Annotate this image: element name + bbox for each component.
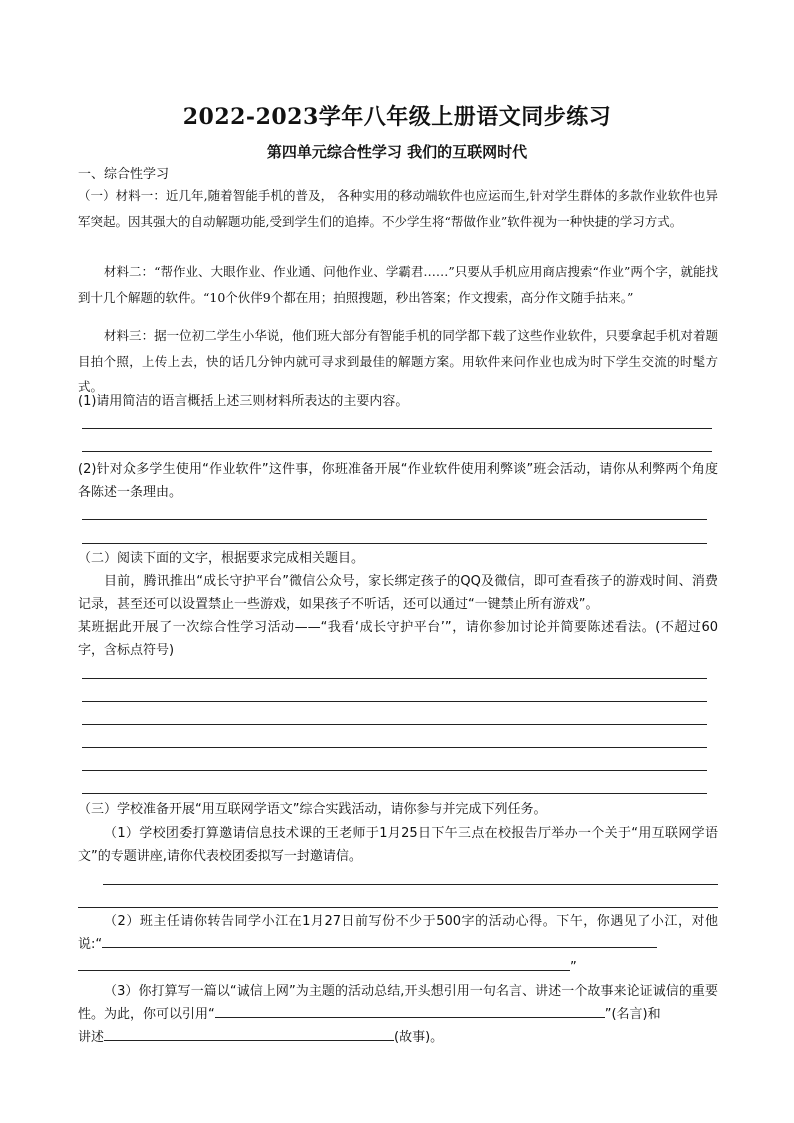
question-2: (2)针对众多学生使用“作业软件”这件事，你班准备开展“作业软件使用利弊谈”班会活动，请你从利弊两个角度各陈述一条理由。 bbox=[78, 462, 718, 500]
answer-blank[interactable] bbox=[102, 933, 657, 948]
answer-line[interactable] bbox=[82, 724, 707, 725]
answer-line[interactable] bbox=[82, 678, 707, 679]
answer-line[interactable] bbox=[82, 747, 707, 748]
task-2-text: （2）班主任请你转告同学小江在1月27日前写份不少于500字的活动心得。下午，你遇见了小江，对他说:“ bbox=[78, 914, 718, 952]
material-two: 材料二：“帮作业、大眼作业、作业通、问他作业、学霸君……”只要从手机应用商店搜索“作业”两个字，就能找到十几个解题的软件。“10个伙伴9个都在用；拍照搜题，秒出答案；作文搜索，高分作文随手拈来。” bbox=[78, 264, 718, 305]
part2-question: 某班据此开展了一次综合性学习活动——“我看‘成长守护平台’”，请你参加讨论并简要陈述看法。(不超过60字，含标点符号) bbox=[78, 620, 718, 658]
answer-line[interactable] bbox=[103, 884, 718, 885]
task-2-close-quote: ” bbox=[570, 960, 577, 975]
task-3-story-prefix: 讲述 bbox=[78, 1030, 105, 1045]
task-3-text: （3）你打算写一篇以“诚信上网”为主题的活动总结,开头想引用一句名言、讲述一个故事来论证诚信的重要性。为此，你可以引用“ bbox=[78, 984, 718, 1022]
answer-line[interactable] bbox=[82, 428, 712, 429]
answer-line[interactable] bbox=[78, 907, 718, 908]
answer-blank[interactable] bbox=[78, 956, 570, 971]
part3-intro: （三）学校准备开展“用互联网学语文”综合实践活动，请你参与并完成下列任务。 bbox=[78, 802, 547, 817]
story-blank[interactable] bbox=[104, 1026, 394, 1041]
part2-passage: 目前，腾讯推出“成长守护平台”微信公众号，家长绑定孩子的QQ及微信，即可查看孩子的游戏时间、消费记录，甚至还可以设置禁止一些游戏，如果孩子不听话，还可以通过“一键禁止所有游戏”。 bbox=[78, 574, 718, 612]
page-title: 2022-2023学年八年级上册语文同步练习 bbox=[182, 104, 612, 130]
task-3-quote-suffix: ”(名言)和 bbox=[604, 1007, 661, 1022]
answer-line[interactable] bbox=[82, 451, 712, 452]
quote-blank[interactable] bbox=[215, 1003, 605, 1018]
material-one: （一）材料一：近几年,随着智能手机的普及， 各种实用的移动端软件也应运而生,针对学生群体的多款作业软件也异军突起。因其强大的自动解题功能,受到学生们的追捧。不少学生将“帮做作业”软件视为一种快捷的学习方式。 bbox=[78, 188, 718, 229]
answer-line[interactable] bbox=[82, 519, 707, 520]
answer-line[interactable] bbox=[82, 793, 707, 794]
task-3-story-suffix: (故事)。 bbox=[394, 1030, 444, 1045]
task-2 bbox=[78, 910, 718, 979]
question-1: (1)请用简洁的语言概括上述三则材料所表达的主要内容。 bbox=[78, 394, 409, 409]
task-1: （1）学校团委打算邀请信息技术课的王老师于1月25日下午三点在校报告厅举办一个关于“用互联网学语文”的专题讲座,请你代表校团委拟写一封邀请信。 bbox=[78, 826, 718, 864]
section-heading: 一、综合性学习 bbox=[78, 167, 170, 182]
answer-line[interactable] bbox=[82, 770, 707, 771]
page-subtitle: 第四单元综合性学习 我们的互联网时代 bbox=[266, 143, 528, 161]
answer-line[interactable] bbox=[82, 701, 707, 702]
material-three: 材料三：据一位初二学生小华说，他们班大部分有智能手机的同学都下载了这些作业软件，只要拿起手机对着题目拍个照，上传上去，快的话几分钟内就可寻求到最佳的解题方案。用软件来问作业也成为时下学生交流的时髦方式。 bbox=[78, 328, 718, 394]
answer-line[interactable] bbox=[82, 543, 707, 544]
part2-intro: （二）阅读下面的文字，根据要求完成相关题目。 bbox=[78, 551, 365, 566]
task-3 bbox=[78, 980, 718, 1049]
